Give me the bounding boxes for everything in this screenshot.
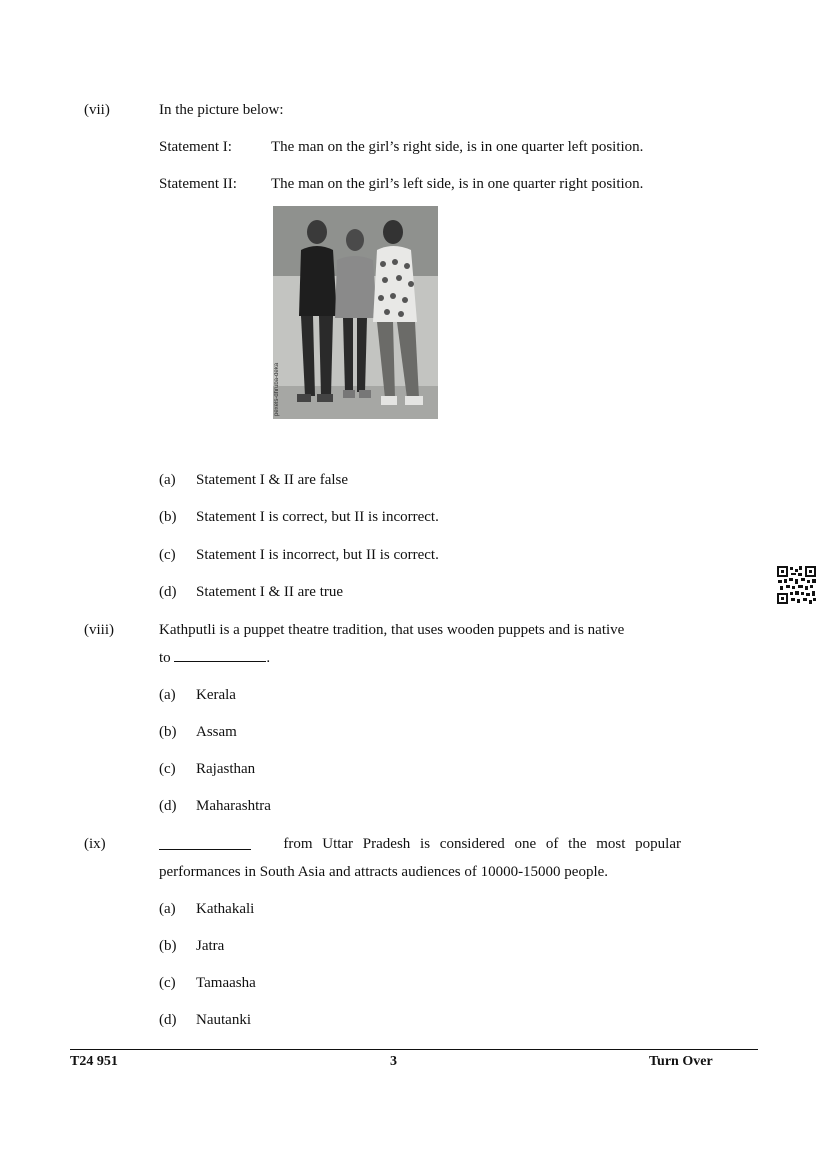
option-letter: (b) xyxy=(159,938,177,954)
statement-text: The man on the girl’s left side, is in one quarter right position. xyxy=(271,176,644,192)
question-number: (viii) xyxy=(84,622,114,638)
option-letter: (a) xyxy=(159,687,176,703)
option-text: Statement I & II are false xyxy=(196,472,349,488)
question-text: from Uttar Pradesh is considered one of the most popular xyxy=(283,836,681,852)
qr-code xyxy=(776,565,817,605)
statement-label: Statement II: xyxy=(159,176,237,192)
turn-over-label: Turn Over xyxy=(649,1054,713,1069)
statement-label: Statement I: xyxy=(159,139,232,155)
footer-divider xyxy=(70,1049,758,1050)
question-number: (ix) xyxy=(84,836,106,852)
page-number: 3 xyxy=(390,1054,397,1069)
question-text-line1 xyxy=(159,835,681,853)
question-text-prefix: to xyxy=(159,650,171,666)
question-intro: In the picture below: xyxy=(159,102,284,118)
option-letter: (c) xyxy=(159,975,176,991)
option-letter: (b) xyxy=(159,724,177,740)
question-number: (vii) xyxy=(84,102,110,118)
question-text: Kathputli is a puppet theatre tradition, that uses wooden puppets and is native xyxy=(159,622,625,638)
option-text: Kerala xyxy=(196,687,236,703)
option-text: Tamaasha xyxy=(196,975,256,991)
option-letter: (a) xyxy=(159,472,176,488)
option-letter: (a) xyxy=(159,901,176,917)
option-text: Assam xyxy=(196,724,237,740)
option-text: Statement I is correct, but II is incorrect. xyxy=(196,509,439,525)
option-letter: (d) xyxy=(159,798,177,814)
question-text-suffix: . xyxy=(266,650,271,666)
option-letter: (c) xyxy=(159,547,176,563)
answer-blank xyxy=(159,837,251,850)
question-text-line2 xyxy=(159,649,270,667)
option-letter: (d) xyxy=(159,584,177,600)
option-text: Jatra xyxy=(196,938,225,954)
group-photo xyxy=(273,206,438,419)
option-letter: (d) xyxy=(159,1012,177,1028)
option-text: Maharashtra xyxy=(196,798,271,814)
photo-credit: pexels-dhruba-deka xyxy=(274,362,280,416)
option-letter: (b) xyxy=(159,509,177,525)
option-letter: (c) xyxy=(159,761,176,777)
statement-text: The man on the girl’s right side, is in one quarter left position. xyxy=(271,139,644,155)
paper-code: T24 951 xyxy=(70,1054,118,1069)
option-text: Nautanki xyxy=(196,1012,251,1028)
question-text: performances in South Asia and attracts audiences of 10000-15000 people. xyxy=(159,864,609,880)
option-text: Rajasthan xyxy=(196,761,256,777)
option-text: Kathakali xyxy=(196,901,255,917)
option-text: Statement I & II are true xyxy=(196,584,344,600)
option-text: Statement I is incorrect, but II is correct. xyxy=(196,547,439,563)
group-photo-drawing xyxy=(273,206,438,419)
answer-blank xyxy=(174,649,266,662)
